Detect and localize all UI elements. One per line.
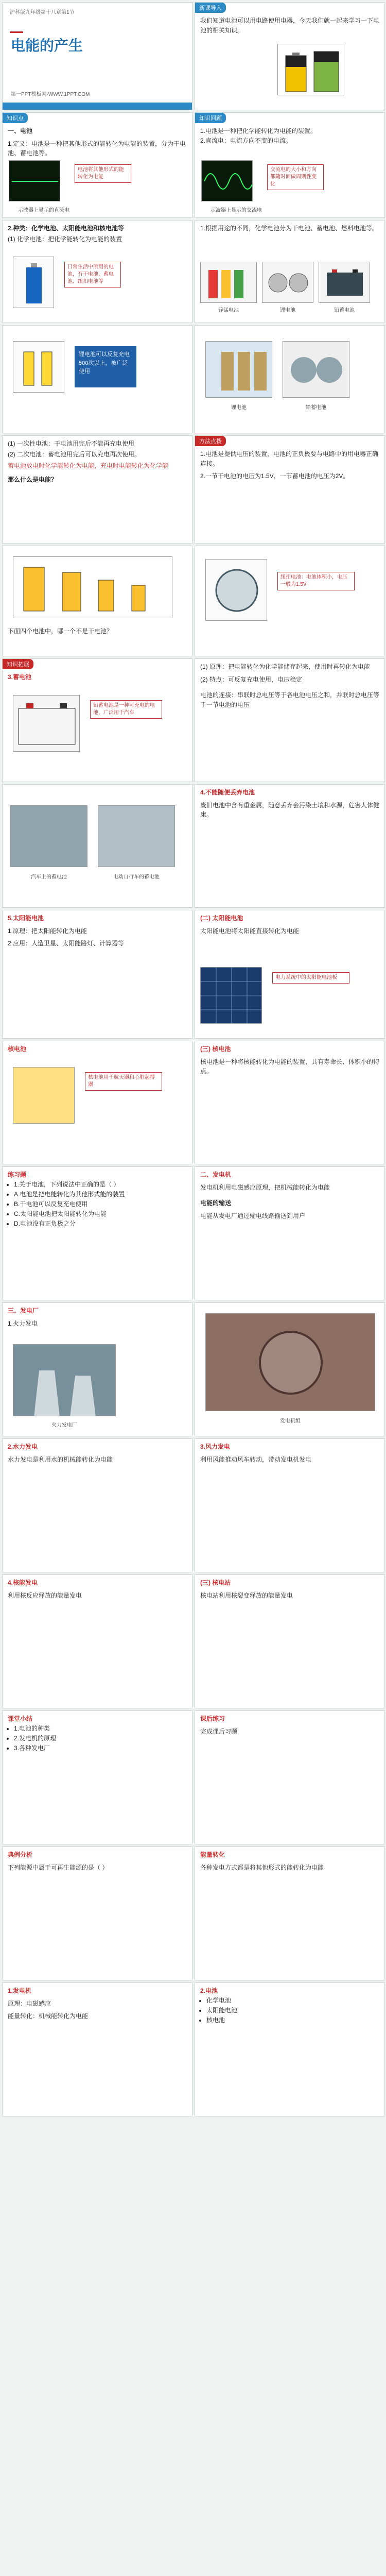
slide-button-cell xyxy=(195,546,385,656)
slide-hydro xyxy=(2,1438,192,1572)
exercise-a: • A.电池是把电能转化为其他形式能的装置 xyxy=(14,1190,187,1199)
cap-photo-lead: 铅蓄电池 xyxy=(306,405,326,411)
nuclear-desc-head: (三) 核电池 xyxy=(200,1045,231,1053)
slide-solar-panel xyxy=(195,910,385,1039)
wind-head: 3.风力发电 xyxy=(200,1443,231,1450)
generator-line: 发电机利用电磁感应原理，把机械能转化为电能 xyxy=(200,1183,330,1191)
slide-nuclear-battery xyxy=(2,1041,192,1164)
rg-line-1: 原理：电磁感应 xyxy=(8,1999,51,2007)
example-line: 下列能源中属于可再生能源的是（ ） xyxy=(8,1863,109,1871)
principle-line-1: (1) 原理：把电能转化为化学能储存起来，使用时再转化为电能 xyxy=(200,663,371,670)
nuclear-desc-line: 核电池是一种将核能转化为电能的装置，具有寿命长、体积小的特点。 xyxy=(200,1058,380,1075)
slide-generator xyxy=(195,1166,385,1300)
summary-item-2: • 2.发电机的原理 xyxy=(14,1734,187,1743)
exercise-list xyxy=(3,1180,192,1229)
chem-line: 1.根据用途的不同，化学电池分为干电池、蓄电池、燃料电池等。 xyxy=(200,225,379,232)
slide-wind xyxy=(195,1438,385,1572)
recharge-question: 那么什么是电能？ xyxy=(8,476,58,483)
nuclear-battery-image xyxy=(13,1067,75,1124)
tips-line-1: 1.电池是提供电压的装置，电池的正负极要与电路中的用电器正确连接。 xyxy=(200,450,379,467)
solar-line-1: 1.原理：把太阳能转化为电能 xyxy=(8,927,87,935)
slide-review xyxy=(195,112,385,218)
car-engine-image xyxy=(10,805,87,867)
lithium-bluebox: 锂电池可以反复充电500次以上，被广泛使用 xyxy=(75,346,136,387)
rb-item-2: • 太阳能电池 xyxy=(206,2006,379,2015)
intro-text: 我们知道电池可以用电路使用电器，今天我们就一起来学习一下电池的相关知识。 xyxy=(200,17,380,34)
slide-quiz-cells xyxy=(2,546,192,656)
slide-nuclear-power xyxy=(2,1574,192,1708)
tips-tag: 方法点拨 xyxy=(195,436,226,446)
zinc-battery-image xyxy=(200,262,257,303)
lithium-battery-image xyxy=(262,262,313,303)
transmission-head: 电能的输送 xyxy=(200,1199,232,1207)
hydro-head: 2.水力发电 xyxy=(8,1443,38,1450)
disposal-head: 4.不能随便丢弃电池 xyxy=(200,789,255,796)
cover-title: 电能的产生 xyxy=(11,38,83,54)
rg-line-2: 能量转化：机械能转化为电能 xyxy=(8,2012,89,2020)
nuclear-head: 核电池 xyxy=(8,1045,27,1053)
four-batteries-image xyxy=(13,556,172,618)
solar-panel-image xyxy=(200,967,262,1024)
rg-head: 1.发电机 xyxy=(8,1987,32,1994)
cap-lead: 铅蓄电池 xyxy=(334,308,355,313)
panel-head: (二) 太阳能电池 xyxy=(200,914,243,922)
thermal-sub: 1.火力发电 xyxy=(8,1319,38,1327)
rb-item-3: • 核电池 xyxy=(206,2015,379,2025)
exercise-c: • C.太阳能电池把太阳能转化为电能 xyxy=(14,1209,187,1219)
aa-batteries-image xyxy=(13,341,64,393)
nuclear-callout: 核电池用于航天器和心脏起搏器 xyxy=(85,1072,162,1091)
station-line: 核电站利用核裂变释放的能量发电 xyxy=(200,1591,293,1599)
np-head: 4.核能发电 xyxy=(8,1579,38,1586)
slide-thermal xyxy=(2,1302,192,1436)
cover-site: 第一PPT模板网-WWW.1PPT.COM xyxy=(11,92,90,97)
thermal-cap: 火力发电厂 xyxy=(51,1422,77,1428)
generator-unit-image xyxy=(205,1313,375,1411)
button-cell-image xyxy=(205,559,267,621)
dry-cell-image xyxy=(13,257,54,308)
slide-car-battery xyxy=(2,658,192,782)
example-head: 典例分析 xyxy=(8,1851,33,1858)
slide-types xyxy=(2,220,192,323)
review-line-2: 2.直流电：电流方向不变的电流。 xyxy=(200,137,292,144)
exercise-b: • B.干电池可以反复充电使用 xyxy=(14,1199,187,1209)
cap-zinc: 锌锰电池 xyxy=(218,308,239,313)
def-callout: 电池将其他形式的能转化为电能 xyxy=(75,164,131,183)
slide-exercise xyxy=(2,1166,192,1300)
summary-item-1: • 1.电池的种类 xyxy=(14,1724,187,1734)
slide-disposal xyxy=(195,784,385,908)
energy-head: 能量转化 xyxy=(200,1851,225,1858)
slide-chem-battery xyxy=(195,220,385,323)
hydro-line: 水力发电是利用水的机械能转化为电能 xyxy=(8,1455,113,1463)
car-tag: 知识拓展 xyxy=(3,659,33,669)
car-callout: 铅蓄电池是一种可充电的电池，广泛用于汽车 xyxy=(90,700,162,719)
exercise-q: • 1.关于电池，下列说法中正确的是（ ） xyxy=(14,1180,187,1190)
principle-line-2: (2) 特点：可反复充电使用，电压稳定 xyxy=(200,675,303,683)
slide-intro xyxy=(195,2,385,110)
cover-slide xyxy=(2,2,192,110)
review-callout: 交流电的大小和方向都随时间做周期性变化 xyxy=(267,164,324,190)
thermal-plant-image xyxy=(13,1344,116,1416)
ac-caption: 示波器上显示的交流电 xyxy=(210,208,262,213)
exercise-d: • D.电池没有正负极之分 xyxy=(14,1219,187,1229)
lead-battery-image xyxy=(319,262,370,303)
slide-solar xyxy=(2,910,192,1039)
series-text: 电池的连接：串联时总电压等于各电池电压之和，并联时总电压等于一节电池的电压 xyxy=(200,691,380,708)
summary-head: 课堂小结 xyxy=(8,1715,33,1722)
disposal-line: 废旧电池中含有重金属，随意丢弃会污染土壤和水源，危害人体健康。 xyxy=(200,801,380,819)
unit-cap: 发电机组 xyxy=(280,1418,301,1424)
rb-head: 2.电池 xyxy=(200,1987,218,1994)
recharge-line-1: (1) 一次性电池：干电池用完后不能再充电使用 xyxy=(8,440,135,447)
slide-review-battery xyxy=(195,1982,385,2116)
plant-head: 三、发电厂 xyxy=(8,1307,39,1314)
recharge-line-2: (2) 二次电池：蓄电池用完后可以充电再次使用。 xyxy=(8,450,141,458)
cap-lithium: 锂电池 xyxy=(280,308,295,313)
slide-battery-photos xyxy=(195,325,385,433)
solar-line-2: 2.应用：人造卫星、太阳能路灯、计算器等 xyxy=(8,940,125,947)
slide-rechargeable xyxy=(2,435,192,544)
oscilloscope-dc-image xyxy=(9,160,60,201)
slide-tips xyxy=(195,435,385,544)
wind-line: 利用风能推动风车转动，带动发电机发电 xyxy=(200,1455,312,1463)
def-line: 1.定义：电池是一种把其他形式的能转化为电能的装置，分为干电池、蓄电池等。 xyxy=(8,140,186,157)
car-battery-image xyxy=(13,695,80,752)
button-cell-callout: 纽扣电池：电池体积小，电压一般为1.5V xyxy=(277,572,355,590)
slide-vehicles xyxy=(2,784,192,908)
types-sub: (1) 化学电池：把化学能转化为电能的装置 xyxy=(8,235,122,243)
slide-nuclear-desc xyxy=(195,1041,385,1164)
cap-ebike: 电动自行车的蓄电池 xyxy=(113,874,160,880)
types-callout: 日常生活中所用的电池，有干电池、蓄电池、纽扣电池等 xyxy=(64,262,121,287)
slide-review-generator xyxy=(2,1982,192,2116)
tips-line-2: 2.一节干电池的电压为1.5V，一节蓄电池的电压为2V。 xyxy=(200,472,349,480)
cap-photo-lithium: 锂电池 xyxy=(231,405,247,411)
homework-head: 课后练习 xyxy=(200,1715,225,1722)
np-line: 利用核反应释放的能量发电 xyxy=(8,1591,82,1599)
solar-head: 5.太阳能电池 xyxy=(8,914,44,922)
review-tag: 知识回顾 xyxy=(195,113,226,123)
recharge-line-3: 蓄电池放电时化学能转化为电能，充电时电能转化为化学能 xyxy=(8,462,169,470)
slide-nuclear-station xyxy=(195,1574,385,1708)
rb-list xyxy=(195,1996,384,2026)
panel-callout: 电力系统中的太阳能电池板 xyxy=(272,972,349,984)
station-head: (三) 核电站 xyxy=(200,1579,231,1586)
slide-battery-def xyxy=(2,112,192,218)
batteries-image xyxy=(277,44,344,95)
generator-head: 二、发电机 xyxy=(200,1171,232,1178)
def-tag: 知识点 xyxy=(3,113,28,123)
quiz-question: 下面四个电池中，哪一个不是干电池？ xyxy=(8,628,113,635)
panel-line: 太阳能电池将太阳能直接转化为电能 xyxy=(200,927,300,935)
oscilloscope-ac-image xyxy=(201,160,253,201)
homework-line: 完成课后习题 xyxy=(200,1727,238,1735)
transmission-line: 电能从发电厂通过输电线路输送到用户 xyxy=(200,1212,306,1219)
dc-caption: 示波器上显示的直流电 xyxy=(18,208,69,213)
slide-homework xyxy=(195,1710,385,1844)
slide-summary xyxy=(2,1710,192,1844)
cover-header: 沪科版九年级第十八章第1节 xyxy=(10,10,75,15)
exercise-head: 练习题 xyxy=(8,1171,27,1178)
intro-tag: 新课导入 xyxy=(195,3,226,13)
review-line-1: 1.电池是一种把化学能转化为电能的装置。 xyxy=(200,127,317,134)
types-head: 2.种类：化学电池、太阳能电池和核电池等 xyxy=(8,225,125,232)
car-head: 3.蓄电池 xyxy=(8,673,32,681)
slide-recharge-principle xyxy=(195,658,385,782)
cover-footer xyxy=(3,103,192,110)
lithium-photo xyxy=(205,341,272,398)
energy-line: 各种发电方式都是将其他形式的能转化为电能 xyxy=(200,1863,324,1871)
leadacid-photo xyxy=(283,341,349,398)
cap-car: 汽车上的蓄电池 xyxy=(31,874,67,880)
slide-lithium xyxy=(2,325,192,433)
summary-list xyxy=(3,1724,192,1754)
slide-energy xyxy=(195,1846,385,1980)
def-head: 一、电池 xyxy=(8,127,33,134)
slide-generator-unit xyxy=(195,1302,385,1436)
summary-item-3: • 3.各种发电厂 xyxy=(14,1743,187,1753)
slide-example xyxy=(2,1846,192,1980)
ebike-battery-image xyxy=(98,805,175,867)
rb-item-1: • 化学电池 xyxy=(206,1996,379,2006)
title-accent xyxy=(10,31,23,33)
